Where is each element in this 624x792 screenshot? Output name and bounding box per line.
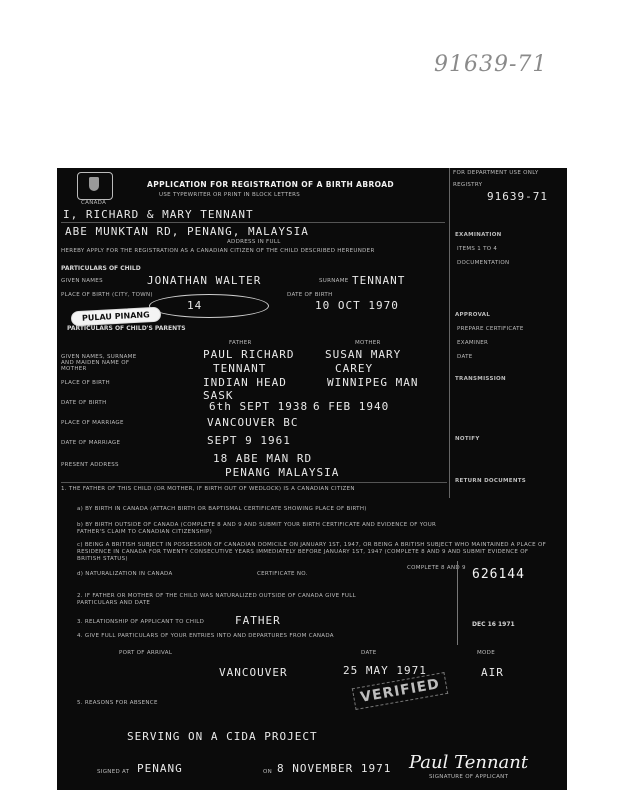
- signed-date: 8 NOVEMBER 1971: [277, 762, 392, 775]
- question-1b: b) BY BIRTH OUTSIDE OF CANADA (COMPLETE 8 AND 9 AND SUBMIT YOUR BIRTH CERTIFICATE AND EVIDENCE OF YOUR FATHER'S CLAIM TO CANADIAN CITIZENSHIP): [77, 522, 437, 535]
- handwritten-reference-number: 91639-71: [434, 52, 548, 77]
- birthplace-row-label: PLACE OF BIRTH: [61, 380, 110, 386]
- notify-heading: NOTIFY: [455, 436, 480, 442]
- pulau-pinang-stamp: PULAU PINANG: [71, 307, 161, 327]
- canada-coat-of-arms-icon: [77, 172, 113, 200]
- examination-heading: EXAMINATION: [455, 232, 502, 238]
- complete-8-9-note: COMPLETE 8 AND 9: [407, 565, 466, 571]
- marriage-date-label: DATE OF MARRIAGE: [61, 440, 121, 446]
- father-column-header: FATHER: [229, 340, 252, 346]
- dept-column-divider: [449, 168, 450, 498]
- question-3: 3. RELATIONSHIP OF APPLICANT TO CHILD: [77, 619, 205, 625]
- marriage-date: SEPT 9 1961: [207, 434, 291, 447]
- question-1c: c) BEING A BRITISH SUBJECT IN POSSESSION OF CANADIAN DOMICILE ON JANUARY 1ST, 1947, OR BEING A BRITISH SUBJECT WHO MAINTAINED A PLACE OF RESIDENCE IN CANADA FOR TWENTY CONSECUTIVE YEARS IMMEDIATELY BEFORE JANUARY 1ST, 1947 (COMPLETE 8 AND 9 AND SUBMIT EVIDENCE OF BRITISH STATUS): [77, 542, 547, 562]
- exam-item-1: ITEMS 1 TO 4: [457, 246, 498, 252]
- relationship-answer: FATHER: [235, 614, 281, 627]
- registration-stamp-box: [457, 561, 562, 645]
- child-surname: TENNANT: [352, 274, 406, 287]
- mother-date-of-birth: 6 FEB 1940: [313, 400, 390, 413]
- given-names-label: GIVEN NAMES: [61, 278, 103, 284]
- question-5: 5. REASONS FOR ABSENCE: [77, 700, 158, 706]
- child-given-names: JONATHAN WALTER: [147, 274, 262, 287]
- applicant-names: I, RICHARD & MARY TENNANT: [63, 208, 254, 221]
- mother-column-header: MOTHER: [355, 340, 381, 346]
- approval-item-3: DATE: [457, 354, 473, 360]
- date-of-birth-label: DATE OF BIRTH: [287, 292, 333, 298]
- approval-heading: APPROVAL: [455, 312, 491, 318]
- registration-number: 626144: [472, 567, 525, 582]
- approval-item-2: EXAMINER: [457, 340, 489, 346]
- agency-label: CANADA: [81, 200, 107, 206]
- surname-label: SURNAME: [319, 278, 349, 284]
- travel-mode: AIR: [481, 666, 504, 679]
- port-of-arrival: VANCOUVER: [219, 666, 288, 679]
- dept-use-header: FOR DEPARTMENT USE ONLY: [453, 170, 539, 176]
- address-label: ADDRESS IN FULL: [227, 239, 281, 245]
- reason-for-absence: SERVING ON A CIDA PROJECT: [127, 730, 318, 743]
- question-1a: a) BY BIRTH IN CANADA (ATTACH BIRTH OR BAPTISMAL CERTIFICATE SHOWING PLACE OF BIRTH): [77, 506, 367, 512]
- dates-row-label: DATE OF BIRTH: [61, 400, 107, 406]
- place-of-birth-label: PLACE OF BIRTH (CITY, TOWN): [61, 292, 153, 298]
- circled-birth-place: [149, 294, 269, 318]
- father-surname: TENNANT: [213, 362, 267, 375]
- verified-stamp: VERIFIED: [352, 672, 449, 710]
- birth-registration-form: [57, 168, 567, 790]
- child-place-number: 14: [187, 299, 203, 312]
- parents-section-heading: PARTICULARS OF CHILD'S PARENTS: [67, 325, 186, 332]
- signed-at-label: SIGNED AT: [97, 769, 130, 775]
- question-4: 4. GIVE FULL PARTICULARS OF YOUR ENTRIES INTO AND DEPARTURES FROM CANADA: [77, 633, 334, 639]
- form-title: APPLICATION FOR REGISTRATION OF A BIRTH ABROAD: [147, 180, 395, 189]
- applicant-address: ABE MUNKTAN RD, PENANG, MALAYSIA: [65, 225, 309, 238]
- approval-item-1: PREPARE CERTIFICATE: [457, 326, 524, 332]
- on-label: ON: [263, 769, 273, 775]
- mother-maiden-name: CAREY: [335, 362, 374, 375]
- certificate-no-label: CERTIFICATE NO.: [257, 571, 308, 577]
- present-address-line-1: 18 ABE MAN RD: [213, 452, 313, 465]
- names-row-label: GIVEN NAMES, SURNAME AND MAIDEN NAME OF MOTHER: [61, 354, 137, 372]
- question-1d: d) NATURALIZATION IN CANADA: [77, 571, 173, 577]
- form-subtitle: USE TYPEWRITER OR PRINT IN BLOCK LETTERS: [159, 192, 301, 198]
- rule: [61, 222, 445, 223]
- applicant-signature: Paul Tennant: [409, 752, 529, 773]
- mother-birthplace: WINNIPEG MAN: [327, 376, 419, 389]
- transmission-heading: TRANSMISSION: [455, 376, 506, 382]
- entry-date: 25 MAY 1971: [343, 664, 427, 677]
- question-2: 2. IF FATHER OR MOTHER OF THE CHILD WAS NATURALIZED OUTSIDE OF CANADA GIVE FULL PARTICULARS AND DATE: [77, 593, 356, 606]
- registration-date-stamp: DEC 16 1971: [472, 621, 515, 628]
- date-column-header: DATE: [361, 650, 377, 656]
- signed-at-place: PENANG: [137, 762, 183, 775]
- father-birthplace: INDIAN HEAD SASK: [203, 376, 287, 402]
- marriage-place: VANCOUVER BC: [207, 416, 299, 429]
- exam-item-2: DOCUMENTATION: [457, 260, 510, 266]
- father-given-names: PAUL RICHARD: [203, 348, 295, 361]
- registry-label: REGISTRY: [453, 182, 483, 188]
- mother-given-names: SUSAN MARY: [325, 348, 402, 361]
- father-date-of-birth: 6th SEPT 1938: [209, 400, 309, 413]
- return-documents-heading: RETURN DOCUMENTS: [455, 478, 527, 484]
- mode-column-header: MODE: [477, 650, 495, 656]
- present-address-label: PRESENT ADDRESS: [61, 462, 119, 468]
- whereby-statement: HEREBY APPLY FOR THE REGISTRATION AS A CANADIAN CITIZEN OF THE CHILD DESCRIBED HEREUNDER: [61, 248, 375, 254]
- port-column-header: PORT OF ARRIVAL: [119, 650, 173, 656]
- marriage-place-label: PLACE OF MARRIAGE: [61, 420, 124, 426]
- present-address-line-2: PENANG MALAYSIA: [225, 466, 340, 479]
- child-section-heading: PARTICULARS OF CHILD: [61, 265, 141, 272]
- child-date-of-birth: 10 OCT 1970: [315, 299, 399, 312]
- rule: [61, 482, 447, 483]
- registry-number: 91639-71: [487, 190, 548, 203]
- question-1: 1. THE FATHER OF THIS CHILD (OR MOTHER, IF BIRTH OUT OF WEDLOCK) IS A CANADIAN CITIZEN: [61, 486, 355, 492]
- signature-label: SIGNATURE OF APPLICANT: [429, 774, 509, 780]
